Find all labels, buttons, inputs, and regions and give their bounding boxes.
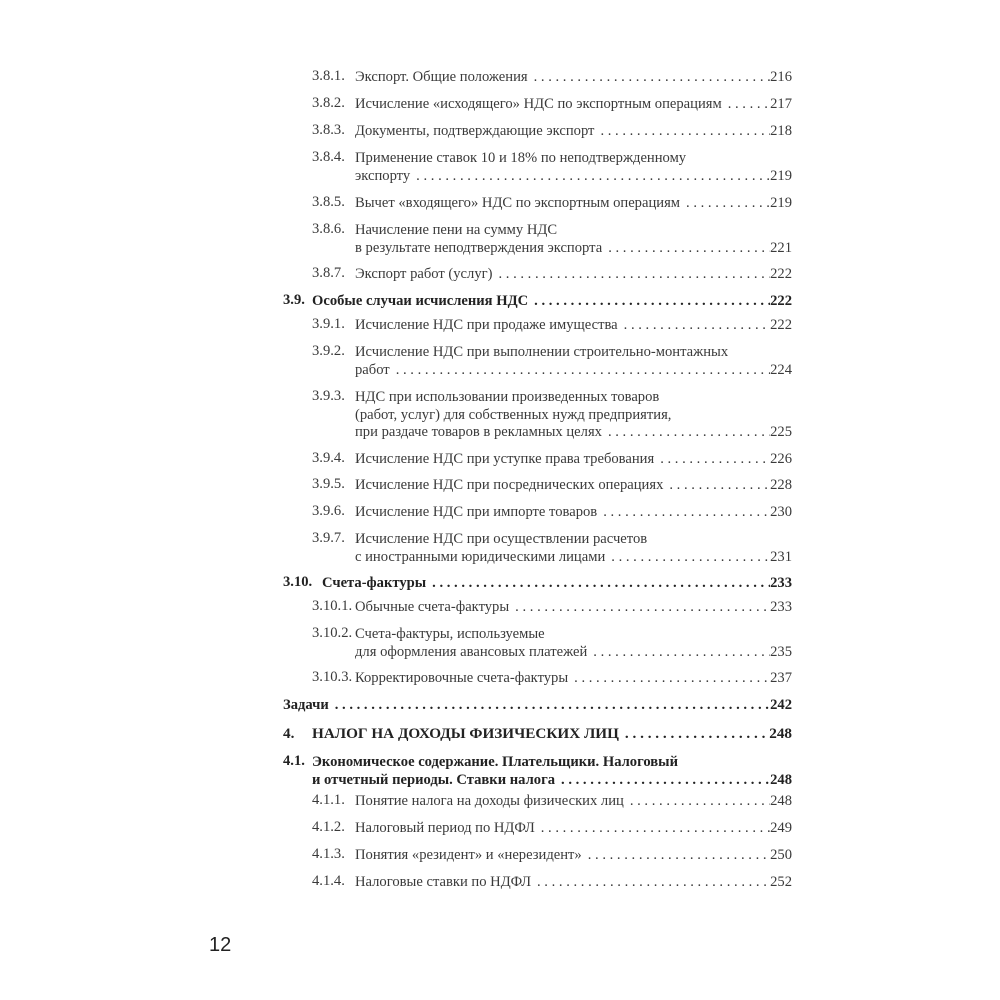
dot-leader (611, 548, 770, 566)
toc-entry-title: Документы, подтверждающие экспорт (355, 123, 595, 139)
toc-entry-title: Экспорт. Общие положения (355, 69, 528, 85)
toc-entry-page: 226 (770, 451, 792, 467)
toc-entry-page: 233 (770, 599, 792, 615)
toc-entry-number: 3.8.3. (312, 122, 345, 138)
toc-entry-page: 222 (770, 317, 792, 333)
toc-entry-number: 3.9.4. (312, 450, 345, 466)
toc-entry-page: 217 (770, 96, 792, 112)
dot-leader (432, 574, 770, 592)
toc-entry-title: НДС при использовании произведенных товаров (355, 389, 660, 405)
toc-entry-title: Экономическое содержание. Плательщики. Налоговый (312, 754, 678, 770)
toc-entry-number: 3.8.6. (312, 221, 345, 237)
toc-entry-number: 4.1.2. (312, 819, 345, 835)
toc-entry-page: 231 (770, 548, 792, 565)
toc-entry-number: 3.9.3. (312, 388, 345, 404)
toc-entry-page: 219 (770, 195, 792, 211)
toc-entry-title: Исчисление «исходящего» НДС по экспортным операциям (355, 96, 722, 112)
toc-entry-title: Исчисление НДС при осуществлении расчетов (355, 531, 648, 547)
toc-entry-title: Обычные счета-фактуры (355, 599, 510, 615)
toc-entry-page: 218 (770, 123, 792, 139)
toc-entry-number: 3.8.2. (312, 95, 345, 111)
toc-entry-page: 224 (770, 361, 792, 378)
toc-entry-number: 3.8.5. (312, 194, 345, 210)
toc-entry-title: Налоговый период по НДФЛ (355, 820, 535, 836)
toc-entry-number: 3.9.6. (312, 503, 345, 519)
toc-entry-page: 216 (770, 69, 792, 85)
toc-entry-title: Исчисление НДС при посреднических операциях (355, 477, 664, 493)
dot-leader (728, 95, 770, 113)
toc-entry-title: (работ, услуг) для собственных нужд предприятия, (355, 406, 672, 423)
toc-entry-number: 3.9.1. (312, 316, 345, 332)
dot-leader (588, 846, 770, 864)
toc-entry-number: 3.9. (283, 292, 305, 308)
toc-entry-title: Вычет «входящего» НДС по экспортным операциям (355, 195, 681, 211)
toc-entry-title: Корректировочные счета-фактуры (355, 670, 569, 686)
toc-entry-page: 225 (770, 424, 792, 441)
dot-leader (541, 819, 770, 837)
dot-leader (396, 361, 770, 379)
toc-entry-title: в результате неподтверждения экспорта (355, 239, 603, 256)
toc-entry-title: экспорту (355, 167, 411, 184)
toc-entry-title: Исчисление НДС при уступке права требования (355, 451, 655, 467)
toc-entry-page: 237 (770, 670, 792, 686)
toc-entry-number: 3.9.5. (312, 476, 345, 492)
toc-entry-page: 233 (770, 575, 792, 591)
toc-entry-page: 248 (770, 771, 792, 788)
dot-leader (660, 450, 770, 468)
toc-entry-number: 3.9.7. (312, 530, 345, 546)
toc-entry-title: Исчисление НДС при импорте товаров (355, 504, 598, 520)
page-number: 12 (209, 934, 232, 956)
dot-leader (593, 643, 770, 661)
toc-entry-number: 3.8.1. (312, 68, 345, 84)
dot-leader (625, 725, 769, 743)
toc-entry-page: 222 (770, 293, 792, 309)
toc-entry-title: при раздаче товаров в рекламных целях (355, 424, 602, 441)
dot-leader (574, 669, 770, 687)
toc-entry-number: 4.1.1. (312, 792, 345, 808)
dot-leader (600, 122, 770, 140)
toc-entry-title: Исчисление НДС при продаже имущества (355, 317, 618, 333)
toc-entry-page: 228 (770, 477, 792, 493)
dot-leader (669, 476, 770, 494)
dot-leader (624, 316, 770, 334)
dot-leader (608, 423, 770, 441)
toc-entry-number: 3.8.4. (312, 149, 345, 165)
toc-entry-number: 3.9.2. (312, 343, 345, 359)
dot-leader (603, 503, 770, 521)
toc-entry-title: Налоговые ставки по НДФЛ (355, 874, 531, 890)
toc-entry-title: Понятия «резидент» и «нерезидент» (355, 847, 582, 863)
toc-entry-number: 3.10.1. (312, 598, 353, 614)
dot-leader (416, 167, 770, 185)
toc-entry-page: 252 (770, 874, 792, 890)
toc-entry-title: работ (355, 361, 390, 378)
toc-entry-title: Начисление пени на сумму НДС (355, 222, 558, 238)
toc-entry-number: 3.10. (283, 574, 313, 590)
toc-entry-page: 222 (770, 266, 792, 282)
toc-entry-page: 219 (770, 167, 792, 184)
toc-entry-page: 221 (770, 239, 792, 256)
toc-entry-number: 3.10.3. (312, 669, 353, 685)
toc-entry-page: 230 (770, 504, 792, 520)
toc-entry-title: Понятие налога на доходы физических лиц (355, 793, 624, 809)
toc-entry-title: Применение ставок 10 и 18% по неподтвержденному (355, 150, 687, 166)
toc-entry-number: 4.1.3. (312, 846, 345, 862)
dot-leader (561, 771, 770, 789)
toc-entry-page: 249 (770, 820, 792, 836)
toc-entry-number: 4.1.4. (312, 873, 345, 889)
toc-entry-number: 4. (283, 725, 295, 742)
toc-entry-title: с иностранными юридическими лицами (355, 548, 606, 565)
dot-leader (335, 696, 770, 714)
toc-entry-page: 248 (769, 725, 792, 742)
dot-leader (537, 873, 770, 891)
dot-leader (534, 292, 770, 310)
dot-leader (608, 239, 770, 257)
toc-entry-number: 3.10.2. (312, 625, 353, 641)
toc-entry-title: НАЛОГ НА ДОХОДЫ ФИЗИЧЕСКИХ ЛИЦ (312, 725, 619, 742)
toc-entry-title: для оформления авансовых платежей (355, 643, 588, 660)
toc-entry-title: Задачи (283, 697, 329, 713)
toc-entry-page: 235 (770, 643, 792, 660)
toc-entry-number: 4.1. (283, 753, 305, 769)
toc-entry-page: 248 (770, 793, 792, 809)
toc-entry-title: Особые случаи исчисления НДС (312, 293, 529, 309)
toc-entry-title: Счета-фактуры (322, 575, 427, 591)
toc-entry-number: 3.8.7. (312, 265, 345, 281)
toc-entry-title: Исчисление НДС при выполнении строительно-монтажных (355, 344, 729, 360)
toc-entry-title: и отчетный периоды. Ставки налога (312, 771, 556, 788)
dot-leader (515, 598, 770, 616)
toc-entry-title: Экспорт работ (услуг) (355, 266, 493, 282)
toc-entry-page: 242 (770, 697, 792, 713)
dot-leader (498, 265, 770, 283)
dot-leader (534, 68, 771, 86)
toc-entry-page: 250 (770, 847, 792, 863)
dot-leader (630, 792, 770, 810)
toc-entry-title: Счета-фактуры, используемые (355, 626, 545, 642)
dot-leader (686, 194, 770, 212)
